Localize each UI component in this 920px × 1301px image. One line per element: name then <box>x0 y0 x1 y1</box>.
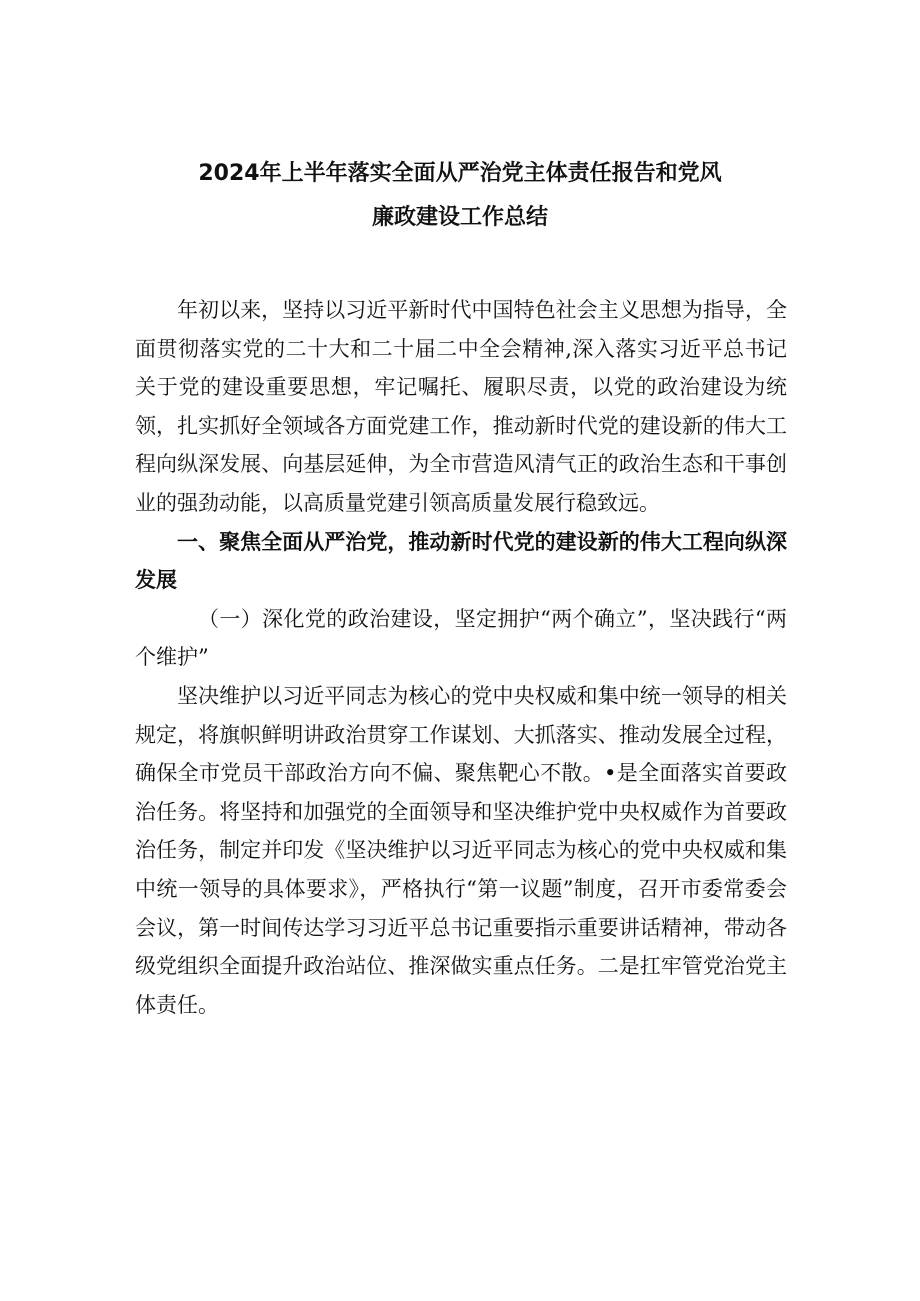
body-paragraph: 坚决维护以习近平同志为核心的党中央权威和集中统一领导的相关规定，将旗帜鲜明讲政治贯穿工作谋划、大抓落实、推动发展全过程，确保全市党员干部政治方向不偏、聚焦靶心不散。•是全面落实首要政治任务。将坚持和加强党的全面领导和坚决维护党中央权威作为首要政治任务，制定并印发《坚决维护以习近平同志为核心的党中央权威和集中统一领导的具体要求》，严格执行“第一议题”制度，召开市委常委会会议，第一时间传达学习习近平总书记重要指示重要讲话精神，带动各级党组织全面提升政治站位、推深做实重点任务。二是扛牢管党治党主体责任。 <box>135 683 787 1017</box>
document-title-line-2: 廉政建设工作总结 <box>371 205 548 230</box>
section-heading-1: 一、聚焦全面从严治党，推动新时代党的建设新的伟大工程向纵深发展 <box>135 529 787 593</box>
document-title-line-1: 2024年上半年落实全面从严治党主体责任报告和党风 <box>198 161 722 186</box>
subsection-heading-1: （一）深化党的政治建设，坚定拥护“两个确立”，坚决践行“两个维护” <box>135 606 787 670</box>
document-body <box>135 291 787 1024</box>
intro-paragraph: 年初以来，坚持以习近平新时代中国特色社会主义思想为指导，全面贯彻落实党的二十大和二十届二中全会精神,深入落实习近平总书记关于党的建设重要思想，牢记嘱托、履职尽责，以党的政治建设为统领，扎实抓好全领域各方面党建工作，推动新时代党的建设新的伟大工程向纵深发展、向基层延伸，为全市营造风清气正的政治生态和干事创业的强劲动能，以高质量党建引领高质量发展行稳致远。 <box>135 298 787 515</box>
